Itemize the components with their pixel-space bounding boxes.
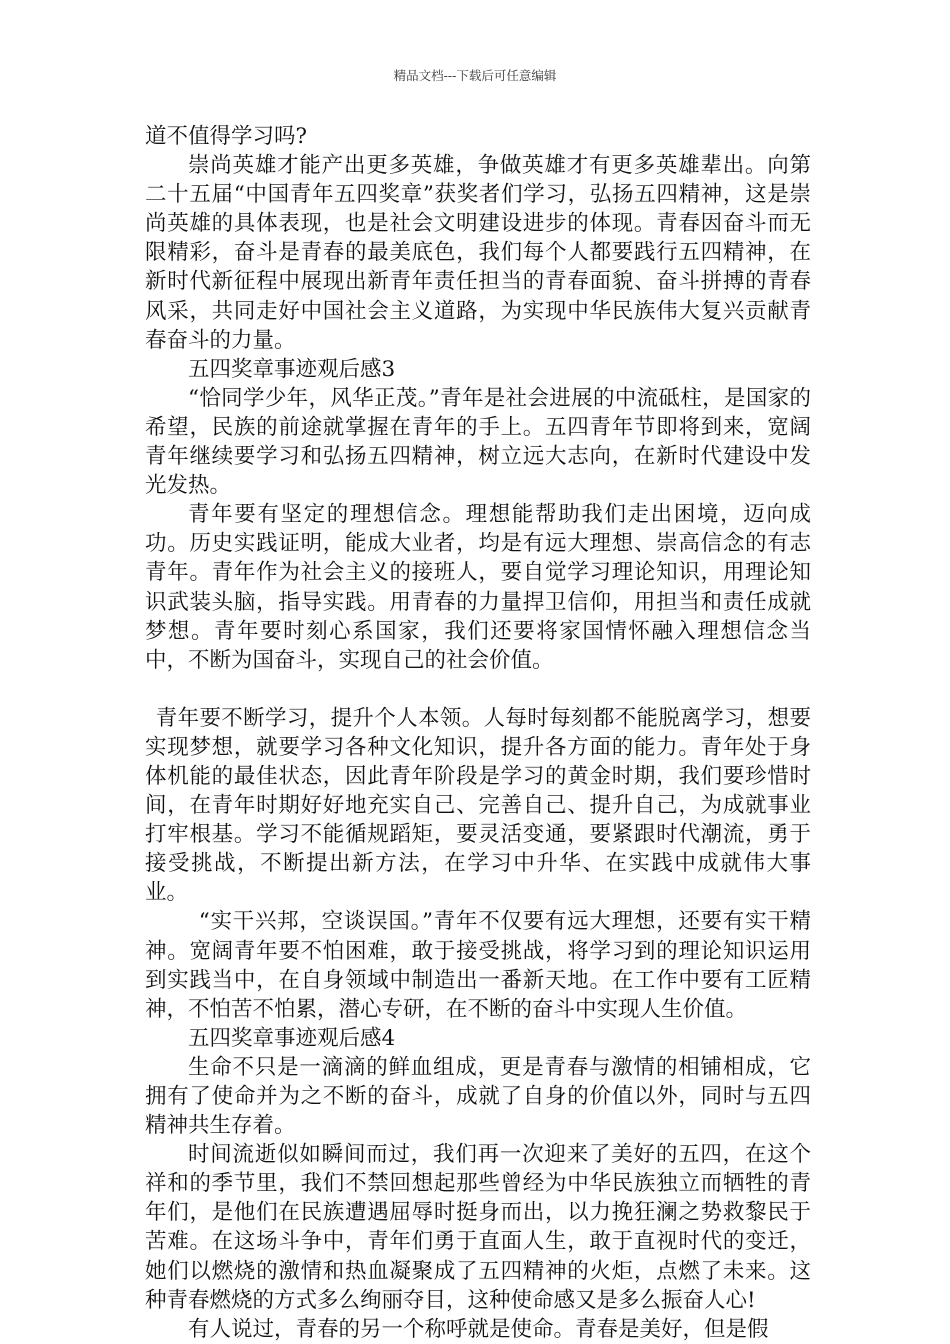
paragraph-4: 青年要有坚定的理想信念。理想能帮助我们走出困境，迈向成功。历史实践证明，能成大业者，均是有远大理想、崇高信念的有志青年。青年作为社会主义的接班人，要自觉学习理论知识，用理论知识武装头脑，指导实践。用青春的力量捍卫信仰，用担当和责任成就梦想。青年要时刻心系国家，我们还要将家国情怀融入理想信念当中，不断为国奋斗，实现自己的社会价值。 xyxy=(145,502,811,673)
paragraph-spacer xyxy=(145,675,811,704)
section-heading-3: 五四奖章事迹观后感3 xyxy=(188,356,396,382)
paragraph-6: “实干兴邦，空谈误国。”青年不仅要有远大理想，还要有实干精神。宽阔青年要不怕困难，敢于接受挑战，将学习到的理论知识运用到实践当中，在自身领域中制造出一番新天地。在工作中要有工匠精神，不怕苦不怕累，潜心专研，在不断的奋斗中实现人生价值。 xyxy=(145,909,811,1022)
paragraph-5: 青年要不断学习，提升个人本领。人每时每刻都不能脱离学习，想要实现梦想，就要学习各种文化知识，提升各方面的能力。青年处于身体机能的最佳状态，因此青年阶段是学习的黄金时期，我们要珍惜时间，在青年时期好好地充实自己、完善自己、提升自己，为成就事业打牢根基。学习不能循规蹈矩，要灵活变通，要紧跟时代潮流，勇于接受挑战，不断提出新方法，在学习中升华、在实践中成就伟大事业。 xyxy=(145,705,811,906)
paragraph-7: 生命不只是一滴滴的鲜血组成，更是青春与激情的相铺相成，它拥有了使命并为之不断的奋斗，成就了自身的价值以外，同时与五四精神共生存着。 xyxy=(145,1054,811,1139)
page-header: 精品文档---下载后可任意编辑 xyxy=(393,68,557,83)
paragraph-2: 崇尚英雄才能产出更多英雄，争做英雄才有更多英雄辈出。向第二十五届“中国青年五四奖章”获奖者们学习，弘扬五四精神，这是崇尚英雄的具体表现，也是社会文明建设进步的体现。青春因奋斗而无限精彩，奋斗是青春的最美底色，我们每个人都要践行五四精神，在新时代新征程中展现出新青年责任担当的青春面貌、奋斗拼搏的青春风采，共同走好中国社会主义道路，为实现中华民族伟大复兴贡献青春奋斗的力量。 xyxy=(145,153,811,353)
document-body xyxy=(145,122,811,1344)
paragraph-3: “恰同学少年，风华正茂。”青年是社会进展的中流砥柱，是国家的希望，民族的前途就掌握在青年的手上。五四青年节即将到来，宽阔青年继续要学习和弘扬五四精神，树立远大志向，在新时代建设中发光发热。 xyxy=(145,385,811,499)
paragraph-9: 有人说过，青春的另一个称呼就是使命。青春是美好，但是假 xyxy=(188,1316,769,1342)
section-heading-4: 五四奖章事迹观后感4 xyxy=(188,1025,396,1051)
paragraph-1: 道不值得学习吗? xyxy=(145,124,308,149)
paragraph-8: 时间流逝似如瞬间而过，我们再一次迎来了美好的五四，在这个祥和的季节里，我们不禁回想起那些曾经为中华民族独立而牺牲的青年们，是他们在民族遭遇屈辱时挺身而出，以力挽狂澜之势救黎民于苦难。在这场斗争中，青年们勇于直面人生，敢于直视时代的变迁，她们以燃烧的激情和热血凝聚成了五四精神的火炬，点燃了未来。这种青春燃烧的方式多么绚丽夺目，这种使命感又是多么振奋人心! xyxy=(145,1142,811,1313)
